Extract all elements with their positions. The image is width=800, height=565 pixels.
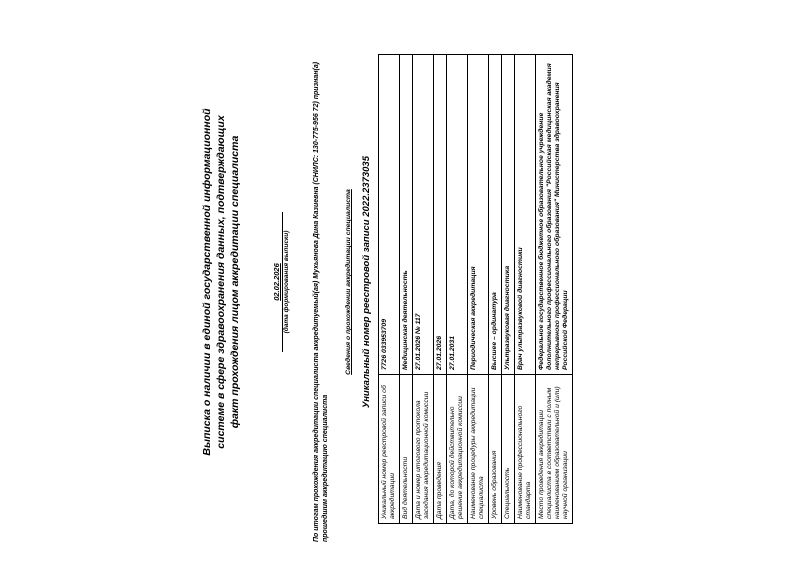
row-value: 27.01.2026 № 117	[413, 55, 434, 375]
table-row	[489, 55, 502, 524]
document-title: Выписка о наличии в единой государственной информационной системе в сфере здравоохранения данных, подтверждающих факт прохождения лицом аккредитации специалиста	[201, 108, 241, 456]
issue-date: 02.02.2026	[272, 263, 281, 301]
row-label: Вид деятельности	[400, 375, 413, 524]
row-value: Периодическая аккредитация	[468, 55, 489, 375]
table-row	[536, 55, 573, 524]
row-value: Медицинская деятельность	[400, 55, 413, 375]
table-row	[434, 55, 447, 524]
row-label: Дата и номер итогового протокола заседания аккредитационной комиссии	[413, 375, 434, 524]
document-page	[200, 22, 600, 542]
row-label: Наименование профессионального стандарта	[515, 375, 536, 524]
row-value: 27.01.2031	[447, 55, 468, 375]
row-value: Ультразвуковая диагностика	[502, 55, 515, 375]
row-value: Врач ультразвуковой диагностики	[515, 55, 536, 375]
table-row	[379, 55, 400, 524]
issue-date-caption: (дата формирования выписки)	[282, 212, 290, 352]
intro-paragraph: По итогам прохождения аккредитации специалиста аккредитуемый(ая) Мухьянова Дина Казиевна (СНИЛС: 130-775-956 72) признан(а) прошедшим аккредитацию специалиста	[313, 61, 329, 542]
row-label: Уровень образования	[489, 375, 502, 524]
row-value: Федеральное государственное бюджетное образовательное учреждение дополнительного профессионального образования "Российская медицинская академия непрерывного профессионального образования" Министерства здравоохранения Российской Федерации	[536, 55, 573, 375]
row-label: Уникальный номер реестровой записи об аккредитации	[379, 375, 400, 524]
table-row	[447, 55, 468, 524]
row-label: Дата, до которой действительно решение аккредитационной комиссии	[447, 375, 468, 524]
row-label: Место проведения аккредитации специалиста в соответствии с полным наименованием образовательной и (или) научной организации	[536, 375, 573, 524]
row-label: Специальность	[502, 375, 515, 524]
section-title: Сведения о прохождении аккредитации специалиста	[345, 189, 352, 375]
date-block	[272, 212, 290, 352]
row-value: 27.01.2026	[434, 55, 447, 375]
unique-number: Уникальный номер реестровой записи 2022.2373035	[361, 156, 372, 408]
table-row	[502, 55, 515, 524]
row-label: Дата проведения	[434, 375, 447, 524]
row-value: Высшее – ординатура	[489, 55, 502, 375]
table-row	[515, 55, 536, 524]
accreditation-table	[378, 54, 573, 524]
table-row	[468, 55, 489, 524]
table-row	[400, 55, 413, 524]
row-value: 7726 033953709	[379, 55, 400, 375]
row-label: Наименование процедуры аккредитации специалиста	[468, 375, 489, 524]
table-row	[413, 55, 434, 524]
